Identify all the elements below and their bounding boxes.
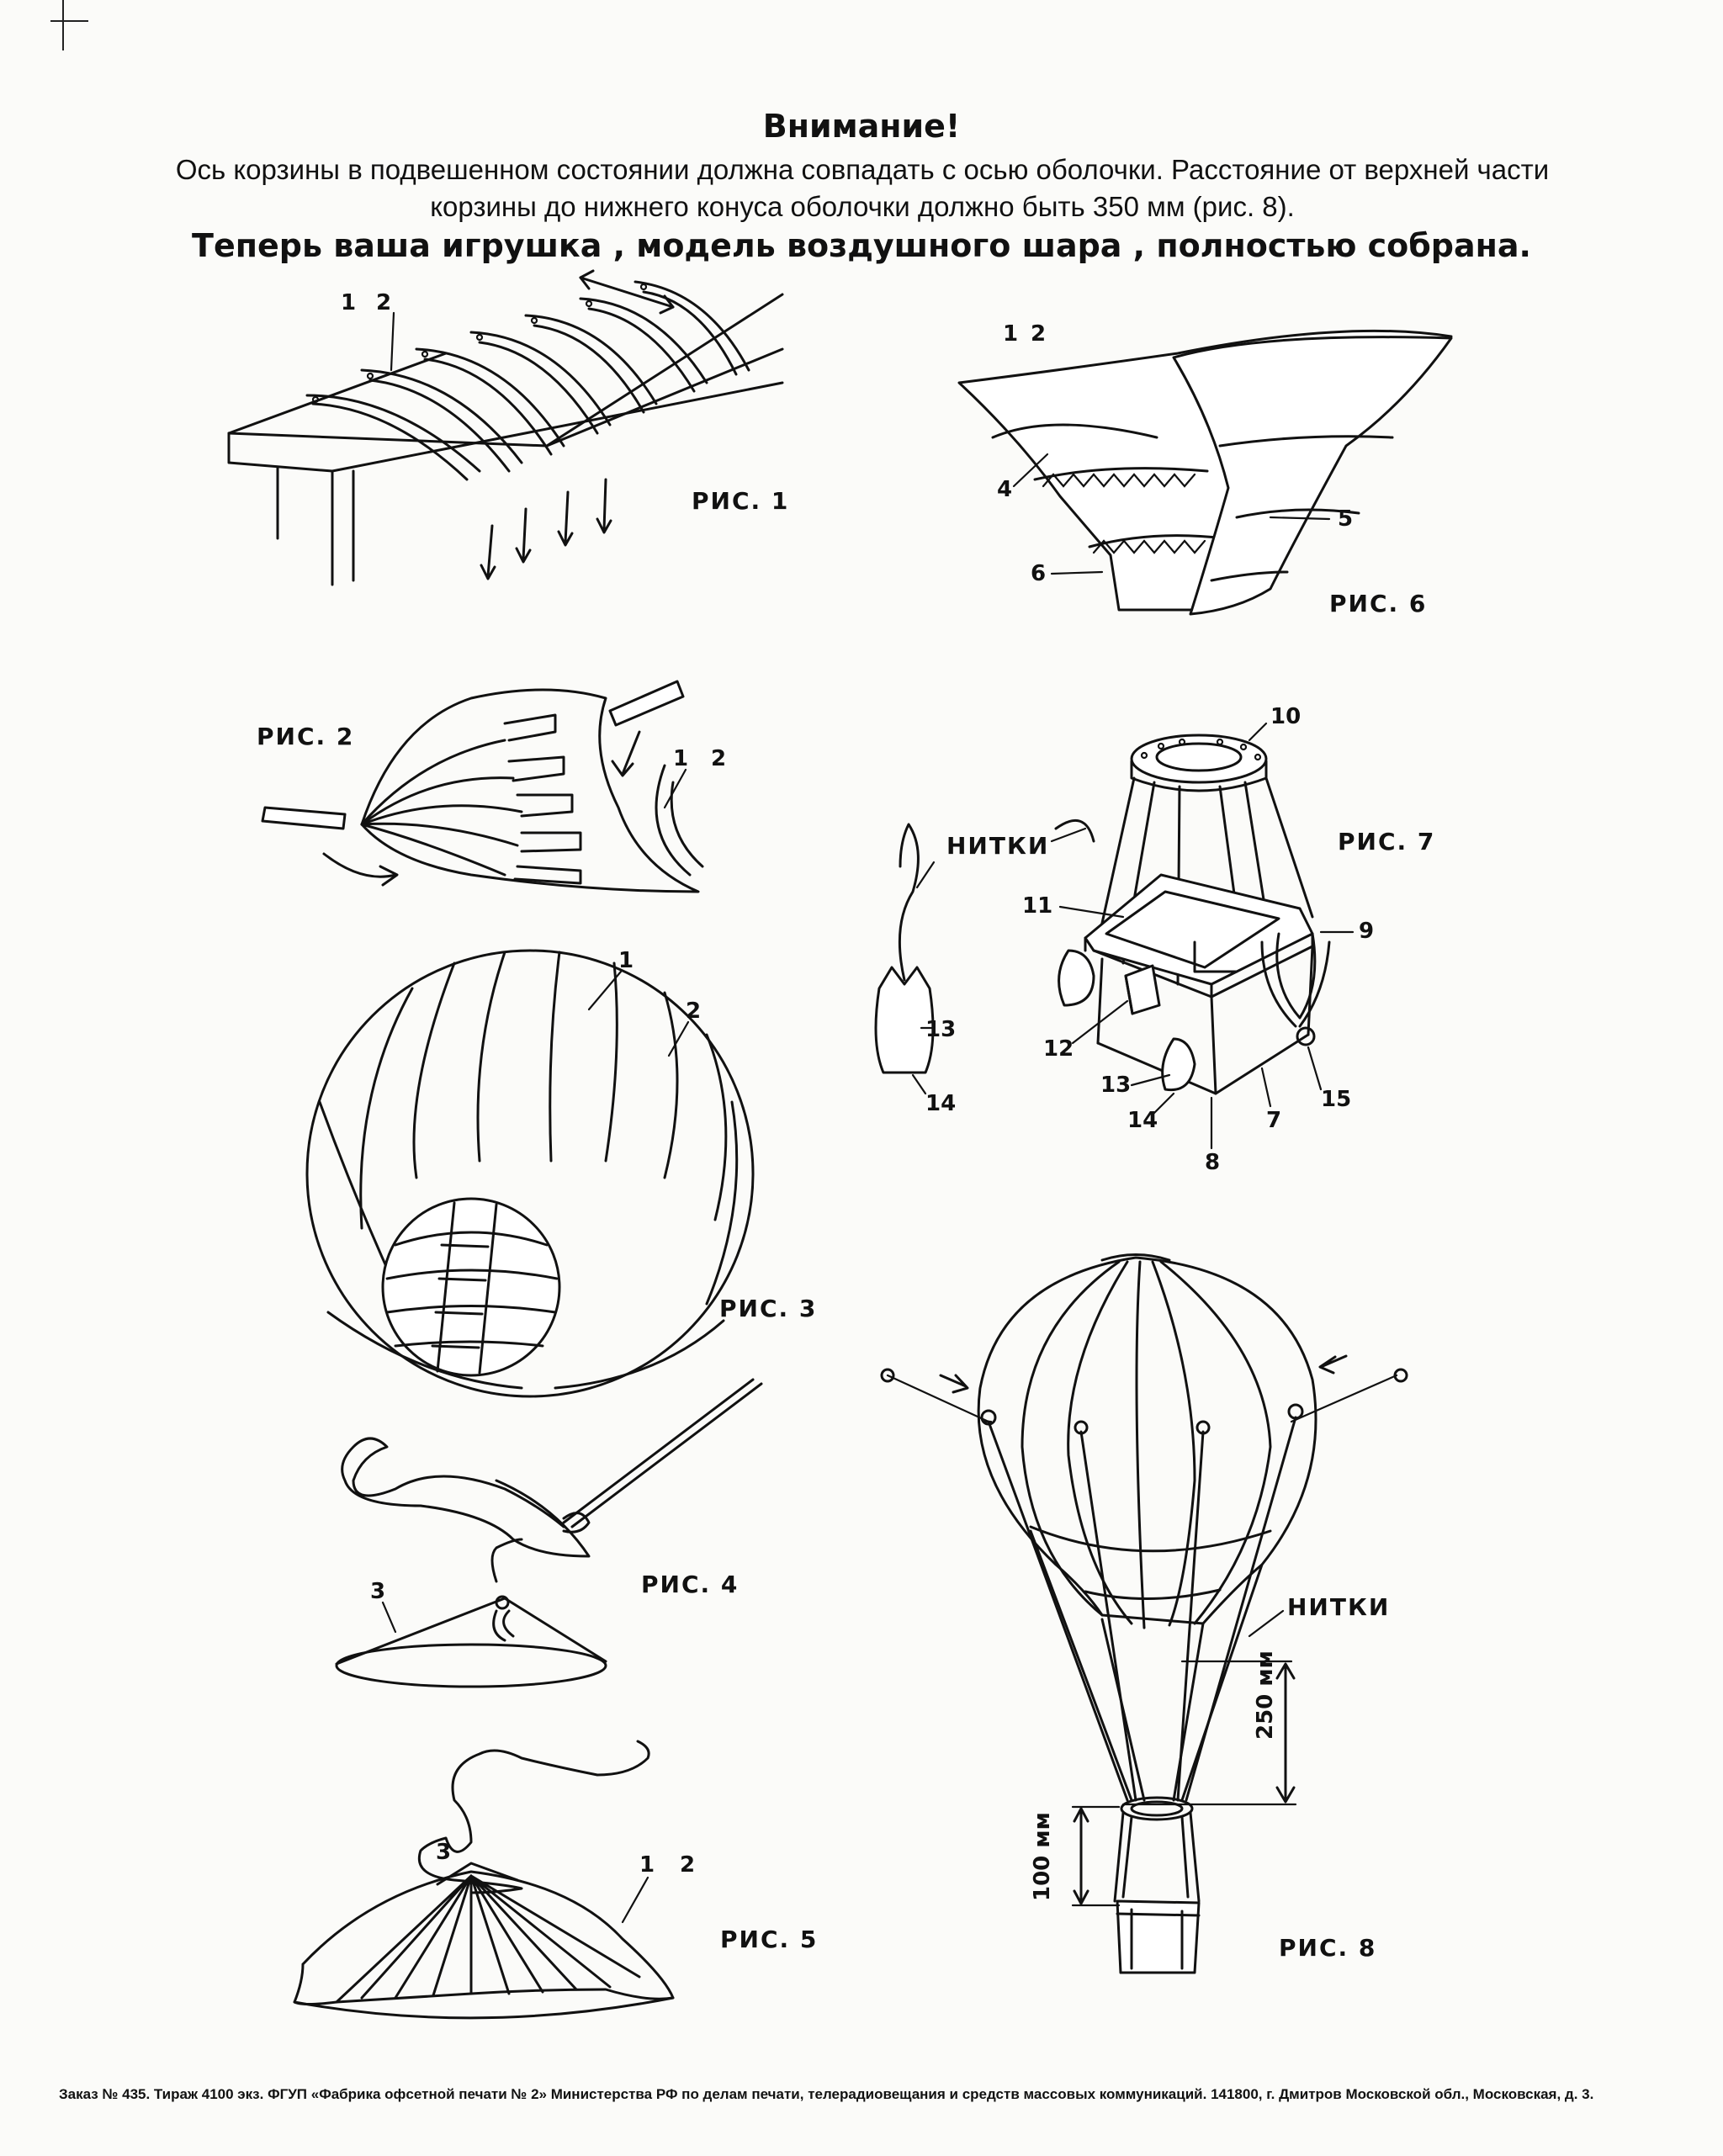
fig5-label: РИС. 5: [720, 1926, 819, 1953]
fig4-part-3: 3: [370, 1579, 386, 1604]
fig5-part-2: 2: [680, 1852, 696, 1878]
fig5-part-3: 3: [436, 1840, 452, 1865]
fig7-part-8: 8: [1205, 1150, 1221, 1175]
figure-2: [257, 681, 726, 892]
fig3-label: РИС. 3: [719, 1295, 818, 1322]
figure-7: [876, 704, 1435, 1175]
fig1-label: РИС. 1: [692, 487, 790, 515]
fig8-dim-100: 100 мм: [1030, 1812, 1055, 1901]
fig8-threads-label: НИТКИ: [1287, 1593, 1391, 1621]
fig7-part-14: 14: [1127, 1108, 1158, 1133]
fig7-part-15: 15: [1321, 1087, 1352, 1112]
warning-note-line-2: корзины до нижнего конуса оболочки должно быть 350 мм (рис. 8).: [430, 191, 1295, 222]
fig1-part-1: 1: [341, 290, 357, 315]
fig2-part-1: 1: [673, 746, 689, 771]
fig2-part-2: 2: [711, 746, 727, 771]
fig2-label: РИС. 2: [257, 723, 355, 750]
publisher-imprint: Заказ № 435. Тираж 4100 экз. ФГУП «Фабрика офсетной печати № 2» Министерства РФ по делам печати, телерадиовещания и средств массовых коммуникаций. 141800, г. Дмитров Московской обл., Московская, д. 3.: [59, 2086, 1594, 2102]
completion-text: Теперь ваша игрушка , модель воздушного шара , полностью собрана.: [192, 227, 1531, 264]
figure-3: [307, 948, 817, 1396]
fig7-label: РИС. 7: [1338, 828, 1436, 856]
figure-6: [959, 321, 1451, 617]
fig1-part-2: 2: [376, 290, 392, 315]
fig8-dim-250: 250 мм: [1253, 1650, 1278, 1740]
fig6-part-6: 6: [1031, 561, 1047, 586]
figure-4: [337, 1380, 761, 1687]
fig7-part-7: 7: [1266, 1108, 1282, 1133]
fig3-part-2: 2: [686, 999, 702, 1024]
figure-8: [882, 1255, 1407, 1973]
fig7-part-13: 13: [1100, 1073, 1132, 1098]
warning-title: Внимание!: [762, 108, 961, 145]
fig6-part-2: 2: [1031, 321, 1047, 347]
fig7-threads-label: НИТКИ: [946, 832, 1050, 860]
fig8-label: РИС. 8: [1279, 1934, 1377, 1962]
warning-note-line-1: Ось корзины в подвешенном состоянии должна совпадать с осью оболочки. Расстояние от верхней части: [175, 154, 1550, 185]
fig6-part-4: 4: [997, 477, 1013, 502]
fig6-part-5: 5: [1338, 506, 1354, 532]
fig7-part-9: 9: [1359, 919, 1375, 944]
fig7-part-14-left: 14: [925, 1091, 957, 1116]
fig4-label: РИС. 4: [641, 1571, 740, 1598]
fig3-part-1: 1: [618, 948, 634, 973]
figure-5: [294, 1741, 818, 2018]
fig7-part-11: 11: [1022, 893, 1053, 919]
fig7-part-10: 10: [1270, 704, 1302, 729]
fig7-part-12: 12: [1043, 1036, 1074, 1062]
fig6-part-1: 1: [1003, 321, 1019, 347]
fig7-part-13-left: 13: [925, 1017, 957, 1042]
figure-1: [229, 271, 789, 585]
fig6-label: РИС. 6: [1329, 590, 1428, 617]
fig5-part-1: 1: [639, 1852, 655, 1878]
